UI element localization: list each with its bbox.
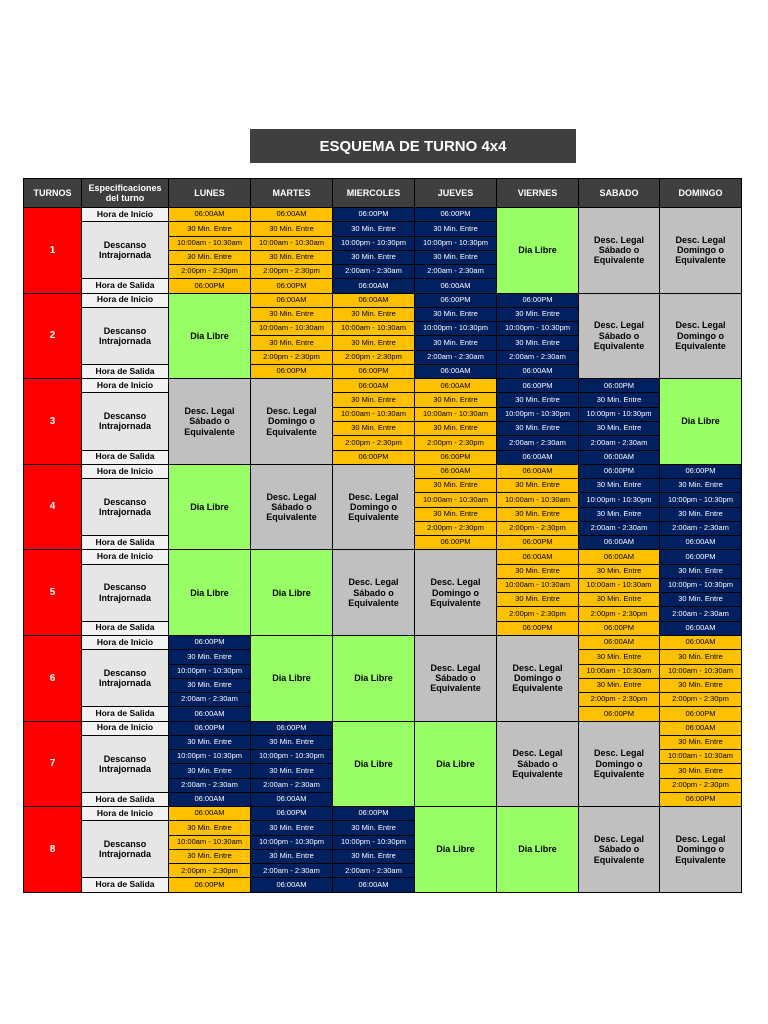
shift-break-text: 30 Min. Entre (169, 679, 251, 693)
shift-end-time: 06:00PM (579, 622, 660, 636)
shift-break-text: 30 Min. Entre (169, 650, 251, 664)
spec-label-start: Hora de Inicio (82, 208, 169, 222)
shift-break-text: 30 Min. Entre (251, 736, 333, 750)
spec-label-start: Hora de Inicio (82, 465, 169, 479)
shift-break-text: 30 Min. Entre (169, 850, 251, 864)
legal-rest-cell: Desc. Legal Sábado o Equivalente (333, 550, 415, 636)
shift-break-text: 30 Min. Entre (660, 565, 742, 579)
shift-break-text: 30 Min. Entre (660, 593, 742, 607)
spec-label-break: Descanso Intrajornada (82, 565, 169, 622)
shift-break-text: 10:00pm - 10:30pm (169, 665, 251, 679)
shift-break-text: 2:00pm - 2:30pm (333, 436, 415, 450)
day-off-cell: Dia Libre (251, 636, 333, 722)
shift-break-text: 2:00pm - 2:30pm (660, 693, 742, 707)
shift-end-time: 06:00PM (497, 536, 579, 550)
shift-end-time: 06:00PM (415, 451, 497, 465)
spec-label-end: Hora de Salida (82, 622, 169, 636)
legal-rest-cell: Desc. Legal Domingo o Equivalente (660, 807, 742, 893)
shift-break-text: 2:00pm - 2:30pm (415, 522, 497, 536)
shift-break-text: 10:00am - 10:30am (660, 750, 742, 764)
shift-break-text: 30 Min. Entre (333, 251, 415, 265)
spec-label-start: Hora de Inicio (82, 722, 169, 736)
shift-break-text: 30 Min. Entre (333, 308, 415, 322)
shift-start-time: 06:00PM (579, 379, 660, 393)
turno-number: 1 (24, 208, 82, 294)
shift-end-time: 06:00AM (579, 536, 660, 550)
shift-end-time: 06:00AM (497, 365, 579, 379)
spec-label-start: Hora de Inicio (82, 379, 169, 393)
column-header: TURNOS (24, 179, 82, 208)
spec-label-end: Hora de Salida (82, 793, 169, 807)
shift-break-text: 2:00am - 2:30am (660, 522, 742, 536)
shift-break-text: 30 Min. Entre (497, 479, 579, 493)
shift-start-time: 06:00AM (579, 636, 660, 650)
shift-start-time: 06:00AM (251, 208, 333, 222)
shift-start-time: 06:00AM (169, 807, 251, 821)
shift-start-time: 06:00PM (251, 722, 333, 736)
legal-rest-cell: Desc. Legal Sábado o Equivalente (169, 379, 251, 465)
shift-break-text: 30 Min. Entre (415, 422, 497, 436)
shift-break-text: 10:00am - 10:30am (579, 665, 660, 679)
shift-start-time: 06:00AM (579, 550, 660, 564)
shift-break-text: 10:00am - 10:30am (415, 493, 497, 507)
legal-rest-cell: Desc. Legal Sábado o Equivalente (579, 807, 660, 893)
shift-break-text: 10:00am - 10:30am (169, 836, 251, 850)
shift-schedule-table (23, 178, 742, 893)
shift-break-text: 2:00pm - 2:30pm (169, 864, 251, 878)
spec-label-end: Hora de Salida (82, 279, 169, 293)
turno-number: 2 (24, 294, 82, 380)
shift-break-text: 2:00am - 2:30am (169, 693, 251, 707)
shift-end-time: 06:00PM (169, 279, 251, 293)
shift-break-text: 30 Min. Entre (579, 479, 660, 493)
shift-break-text: 30 Min. Entre (415, 251, 497, 265)
shift-break-text: 2:00am - 2:30am (333, 864, 415, 878)
shift-break-text: 30 Min. Entre (169, 736, 251, 750)
spec-label-break: Descanso Intrajornada (82, 479, 169, 536)
shift-break-text: 30 Min. Entre (660, 508, 742, 522)
legal-rest-cell: Desc. Legal Domingo o Equivalente (333, 465, 415, 551)
spec-label-end: Hora de Salida (82, 365, 169, 379)
shift-start-time: 06:00AM (415, 465, 497, 479)
shift-start-time: 06:00PM (333, 208, 415, 222)
shift-break-text: 10:00am - 10:30am (333, 322, 415, 336)
shift-break-text: 30 Min. Entre (660, 479, 742, 493)
shift-start-time: 06:00PM (251, 807, 333, 821)
shift-start-time: 06:00PM (415, 208, 497, 222)
shift-end-time: 06:00AM (333, 279, 415, 293)
shift-break-text: 10:00pm - 10:30pm (497, 408, 579, 422)
shift-break-text: 30 Min. Entre (497, 593, 579, 607)
shift-end-time: 06:00AM (169, 793, 251, 807)
shift-start-time: 06:00PM (169, 722, 251, 736)
legal-rest-cell: Desc. Legal Sábado o Equivalente (579, 294, 660, 380)
legal-rest-cell: Desc. Legal Sábado o Equivalente (415, 636, 497, 722)
shift-break-text: 30 Min. Entre (415, 508, 497, 522)
day-off-cell: Dia Libre (497, 208, 579, 294)
shift-break-text: 30 Min. Entre (497, 336, 579, 350)
shift-break-text: 2:00am - 2:30am (251, 864, 333, 878)
shift-break-text: 30 Min. Entre (579, 593, 660, 607)
shift-end-time: 06:00PM (251, 279, 333, 293)
shift-break-text: 30 Min. Entre (579, 650, 660, 664)
shift-start-time: 06:00PM (660, 550, 742, 564)
day-off-cell: Dia Libre (497, 807, 579, 893)
shift-end-time: 06:00AM (415, 365, 497, 379)
shift-start-time: 06:00PM (497, 379, 579, 393)
shift-end-time: 06:00PM (660, 793, 742, 807)
shift-break-text: 10:00pm - 10:30pm (251, 750, 333, 764)
shift-break-text: 30 Min. Entre (660, 650, 742, 664)
turno-number: 5 (24, 550, 82, 636)
shift-break-text: 30 Min. Entre (497, 393, 579, 407)
shift-break-text: 30 Min. Entre (251, 336, 333, 350)
shift-break-text: 30 Min. Entre (579, 565, 660, 579)
spec-label-end: Hora de Salida (82, 536, 169, 550)
spec-label-start: Hora de Inicio (82, 294, 169, 308)
shift-break-text: 10:00pm - 10:30pm (579, 408, 660, 422)
column-header: LUNES (169, 179, 251, 208)
day-off-cell: Dia Libre (251, 550, 333, 636)
shift-start-time: 06:00PM (415, 294, 497, 308)
shift-start-time: 06:00AM (497, 550, 579, 564)
shift-end-time: 06:00PM (579, 707, 660, 721)
shift-break-text: 2:00pm - 2:30pm (579, 693, 660, 707)
shift-end-time: 06:00PM (497, 622, 579, 636)
legal-rest-cell: Desc. Legal Domingo o Equivalente (415, 550, 497, 636)
day-off-cell: Dia Libre (169, 550, 251, 636)
shift-break-text: 2:00am - 2:30am (497, 436, 579, 450)
shift-break-text: 30 Min. Entre (333, 336, 415, 350)
shift-break-text: 2:00pm - 2:30pm (251, 265, 333, 279)
shift-break-text: 2:00pm - 2:30pm (497, 607, 579, 621)
shift-break-text: 30 Min. Entre (660, 764, 742, 778)
shift-end-time: 06:00AM (251, 878, 333, 892)
shift-break-text: 30 Min. Entre (579, 508, 660, 522)
column-header: MIERCOLES (333, 179, 415, 208)
shift-start-time: 06:00PM (497, 294, 579, 308)
shift-break-text: 30 Min. Entre (251, 222, 333, 236)
shift-break-text: 2:00am - 2:30am (415, 351, 497, 365)
shift-break-text: 10:00am - 10:30am (497, 579, 579, 593)
shift-break-text: 2:00am - 2:30am (415, 265, 497, 279)
column-header: VIERNES (497, 179, 579, 208)
shift-start-time: 06:00PM (660, 465, 742, 479)
shift-break-text: 30 Min. Entre (169, 764, 251, 778)
day-off-cell: Dia Libre (415, 807, 497, 893)
shift-break-text: 30 Min. Entre (660, 679, 742, 693)
shift-break-text: 30 Min. Entre (497, 565, 579, 579)
shift-end-time: 06:00AM (660, 536, 742, 550)
shift-end-time: 06:00AM (579, 451, 660, 465)
shift-break-text: 30 Min. Entre (169, 821, 251, 835)
shift-break-text: 30 Min. Entre (333, 422, 415, 436)
turno-number: 4 (24, 465, 82, 551)
spec-label-break: Descanso Intrajornada (82, 736, 169, 793)
shift-break-text: 30 Min. Entre (333, 393, 415, 407)
shift-start-time: 06:00AM (497, 465, 579, 479)
shift-end-time: 06:00AM (660, 622, 742, 636)
shift-end-time: 06:00PM (333, 451, 415, 465)
shift-break-text: 30 Min. Entre (415, 393, 497, 407)
spec-label-break: Descanso Intrajornada (82, 308, 169, 365)
day-off-cell: Dia Libre (169, 294, 251, 380)
day-off-cell: Dia Libre (333, 636, 415, 722)
shift-break-text: 10:00am - 10:30am (415, 408, 497, 422)
shift-end-time: 06:00PM (660, 707, 742, 721)
column-header: MARTES (251, 179, 333, 208)
shift-start-time: 06:00PM (333, 807, 415, 821)
shift-start-time: 06:00AM (660, 636, 742, 650)
column-header: SABADO (579, 179, 660, 208)
shift-break-text: 10:00pm - 10:30pm (497, 322, 579, 336)
shift-break-text: 2:00am - 2:30am (660, 607, 742, 621)
shift-end-time: 06:00AM (169, 707, 251, 721)
turno-number: 7 (24, 722, 82, 808)
shift-break-text: 30 Min. Entre (169, 222, 251, 236)
shift-break-text: 30 Min. Entre (415, 336, 497, 350)
shift-start-time: 06:00AM (660, 722, 742, 736)
shift-start-time: 06:00AM (251, 294, 333, 308)
shift-break-text: 30 Min. Entre (251, 764, 333, 778)
column-header: JUEVES (415, 179, 497, 208)
spec-label-start: Hora de Inicio (82, 807, 169, 821)
legal-rest-cell: Desc. Legal Domingo o Equivalente (251, 379, 333, 465)
column-header: Especificaciones del turno (82, 179, 169, 208)
day-off-cell: Dia Libre (333, 722, 415, 808)
shift-break-text: 10:00pm - 10:30pm (660, 493, 742, 507)
shift-break-text: 2:00am - 2:30am (579, 436, 660, 450)
shift-break-text: 30 Min. Entre (169, 251, 251, 265)
shift-break-text: 30 Min. Entre (497, 422, 579, 436)
shift-end-time: 06:00AM (497, 451, 579, 465)
shift-break-text: 10:00pm - 10:30pm (333, 237, 415, 251)
shift-break-text: 2:00pm - 2:30pm (660, 779, 742, 793)
spec-label-break: Descanso Intrajornada (82, 393, 169, 450)
shift-break-text: 30 Min. Entre (333, 850, 415, 864)
shift-break-text: 2:00pm - 2:30pm (333, 351, 415, 365)
shift-break-text: 10:00am - 10:30am (251, 322, 333, 336)
shift-break-text: 10:00am - 10:30am (579, 579, 660, 593)
day-off-cell: Dia Libre (660, 379, 742, 465)
shift-break-text: 30 Min. Entre (415, 222, 497, 236)
shift-break-text: 30 Min. Entre (497, 308, 579, 322)
spec-label-break: Descanso Intrajornada (82, 821, 169, 878)
shift-end-time: 06:00PM (333, 365, 415, 379)
spec-label-end: Hora de Salida (82, 451, 169, 465)
shift-break-text: 10:00pm - 10:30pm (415, 237, 497, 251)
spec-label-end: Hora de Salida (82, 878, 169, 892)
shift-end-time: 06:00PM (251, 365, 333, 379)
spec-label-break: Descanso Intrajornada (82, 222, 169, 279)
shift-break-text: 2:00pm - 2:30pm (579, 607, 660, 621)
shift-break-text: 10:00am - 10:30am (169, 237, 251, 251)
shift-end-time: 06:00AM (251, 793, 333, 807)
shift-start-time: 06:00PM (579, 465, 660, 479)
shift-break-text: 10:00am - 10:30am (333, 408, 415, 422)
shift-break-text: 2:00am - 2:30am (579, 522, 660, 536)
shift-break-text: 30 Min. Entre (497, 508, 579, 522)
shift-break-text: 30 Min. Entre (415, 479, 497, 493)
shift-start-time: 06:00AM (333, 294, 415, 308)
column-header: DOMINGO (660, 179, 742, 208)
legal-rest-cell: Desc. Legal Sábado o Equivalente (251, 465, 333, 551)
spec-label-end: Hora de Salida (82, 707, 169, 721)
shift-end-time: 06:00PM (169, 878, 251, 892)
shift-break-text: 30 Min. Entre (251, 821, 333, 835)
shift-break-text: 30 Min. Entre (333, 222, 415, 236)
shift-start-time: 06:00AM (415, 379, 497, 393)
turno-number: 8 (24, 807, 82, 893)
spec-label-start: Hora de Inicio (82, 636, 169, 650)
turno-number: 6 (24, 636, 82, 722)
legal-rest-cell: Desc. Legal Domingo o Equivalente (660, 208, 742, 294)
shift-break-text: 30 Min. Entre (579, 393, 660, 407)
shift-break-text: 10:00am - 10:30am (660, 665, 742, 679)
shift-break-text: 10:00pm - 10:30pm (579, 493, 660, 507)
shift-break-text: 2:00am - 2:30am (497, 351, 579, 365)
shift-break-text: 2:00pm - 2:30pm (251, 351, 333, 365)
shift-break-text: 30 Min. Entre (579, 422, 660, 436)
day-off-cell: Dia Libre (415, 722, 497, 808)
shift-start-time: 06:00AM (169, 208, 251, 222)
spec-label-start: Hora de Inicio (82, 550, 169, 564)
turno-number: 3 (24, 379, 82, 465)
legal-rest-cell: Desc. Legal Sábado o Equivalente (579, 208, 660, 294)
shift-break-text: 30 Min. Entre (579, 679, 660, 693)
shift-break-text: 2:00am - 2:30am (333, 265, 415, 279)
legal-rest-cell: Desc. Legal Sábado o Equivalente (497, 722, 579, 808)
shift-break-text: 30 Min. Entre (660, 736, 742, 750)
shift-break-text: 10:00pm - 10:30pm (333, 836, 415, 850)
shift-break-text: 10:00pm - 10:30pm (251, 836, 333, 850)
shift-break-text: 10:00am - 10:30am (497, 493, 579, 507)
shift-break-text: 2:00pm - 2:30pm (169, 265, 251, 279)
shift-break-text: 2:00pm - 2:30pm (497, 522, 579, 536)
shift-end-time: 06:00AM (415, 279, 497, 293)
day-off-cell: Dia Libre (169, 465, 251, 551)
shift-end-time: 06:00PM (415, 536, 497, 550)
shift-break-text: 30 Min. Entre (415, 308, 497, 322)
shift-break-text: 10:00pm - 10:30pm (415, 322, 497, 336)
shift-break-text: 30 Min. Entre (251, 308, 333, 322)
shift-start-time: 06:00AM (333, 379, 415, 393)
shift-break-text: 2:00am - 2:30am (251, 779, 333, 793)
shift-break-text: 30 Min. Entre (333, 821, 415, 835)
shift-break-text: 10:00pm - 10:30pm (169, 750, 251, 764)
page-title: ESQUEMA DE TURNO 4x4 (250, 129, 576, 163)
shift-break-text: 10:00am - 10:30am (251, 237, 333, 251)
legal-rest-cell: Desc. Legal Domingo o Equivalente (497, 636, 579, 722)
legal-rest-cell: Desc. Legal Domingo o Equivalente (660, 294, 742, 380)
shift-start-time: 06:00PM (169, 636, 251, 650)
shift-break-text: 30 Min. Entre (251, 850, 333, 864)
shift-break-text: 10:00pm - 10:30pm (660, 579, 742, 593)
legal-rest-cell: Desc. Legal Domingo o Equivalente (579, 722, 660, 808)
shift-break-text: 2:00am - 2:30am (169, 779, 251, 793)
spec-label-break: Descanso Intrajornada (82, 650, 169, 707)
shift-break-text: 30 Min. Entre (251, 251, 333, 265)
shift-end-time: 06:00AM (333, 878, 415, 892)
shift-break-text: 2:00pm - 2:30pm (415, 436, 497, 450)
